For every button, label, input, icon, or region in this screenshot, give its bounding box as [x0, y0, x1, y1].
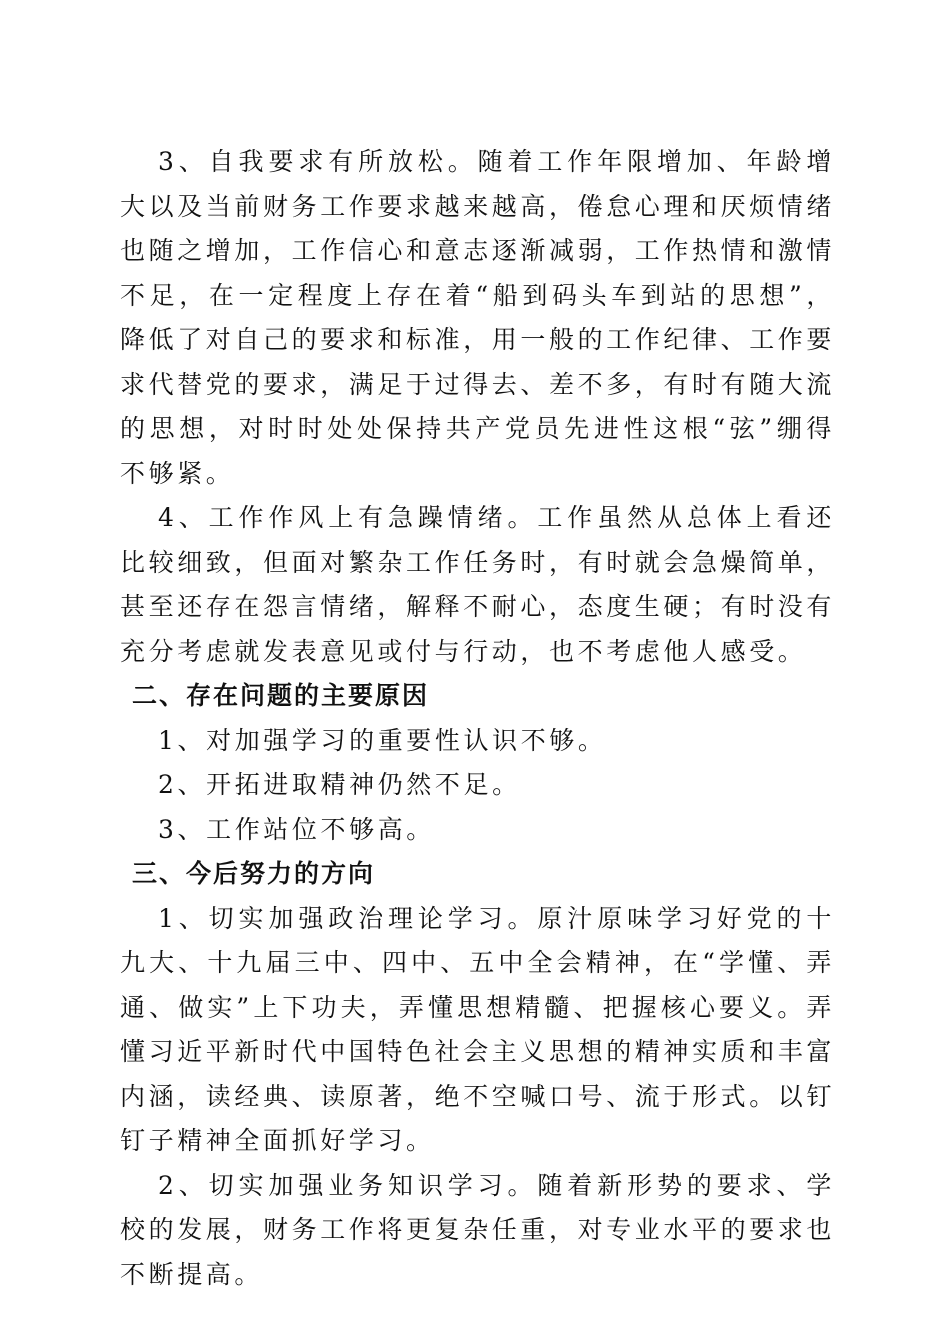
- cause-item-2: 2、开拓进取精神仍然不足。: [158, 770, 521, 799]
- cause-item-3: 3、工作站位不够高。: [158, 814, 435, 844]
- paragraph-self-discipline: 3、自我要求有所放松。随着工作年限增加、年龄增大以及当前财务工作要求越来越高，倦怠心理和厌烦情绪也随之增加，工作信心和意志逐渐减弱，工作热情和激情不足，在一定程度上存在着“船到码头车到站的思想”，降低了对自己的要求和标准，用一般的工作纪律、工作要求代替党的要求，满足于过得去、差不多，有时有随大流的思想，对时时处处保持共产党员先进性这根“弦”绷得不够紧。: [120, 147, 836, 488]
- direction-item-2: 2、切实加强业务知识学习。随着新形势的要求、学校的发展，财务工作将更复杂任重，对专业水平的要求也不断提高。: [120, 1170, 836, 1289]
- cause-item-1: 1、对加强学习的重要性认识不够。: [158, 725, 607, 755]
- paragraph-work-style: 4、工作作风上有急躁情绪。工作虽然从总体上看还比较细致，但面对繁杂工作任务时，有时就会急燥简单，甚至还存在怨言情绪，解释不耐心，态度生硬；有时没有充分考虑就发表意见或付与行动，也不考虑他人感受。: [120, 503, 836, 666]
- section-heading-direction: 三、今后努力的方向: [132, 859, 376, 888]
- document-body: [120, 140, 835, 1297]
- section-heading-causes: 二、存在问题的主要原因: [132, 681, 430, 710]
- direction-item-1: 1、切实加强政治理论学习。原汁原味学习好党的十九大、十九届三中、四中、五中全会精神，在“学懂、弄通、做实”上下功夫，弄懂思想精髓、把握核心要义。弄懂习近平新时代中国特色社会主义思想的精神实质和丰富内涵，读经典、读原著，绝不空喊口号、流于形式。以钉钉子精神全面抓好学习。: [120, 903, 836, 1155]
